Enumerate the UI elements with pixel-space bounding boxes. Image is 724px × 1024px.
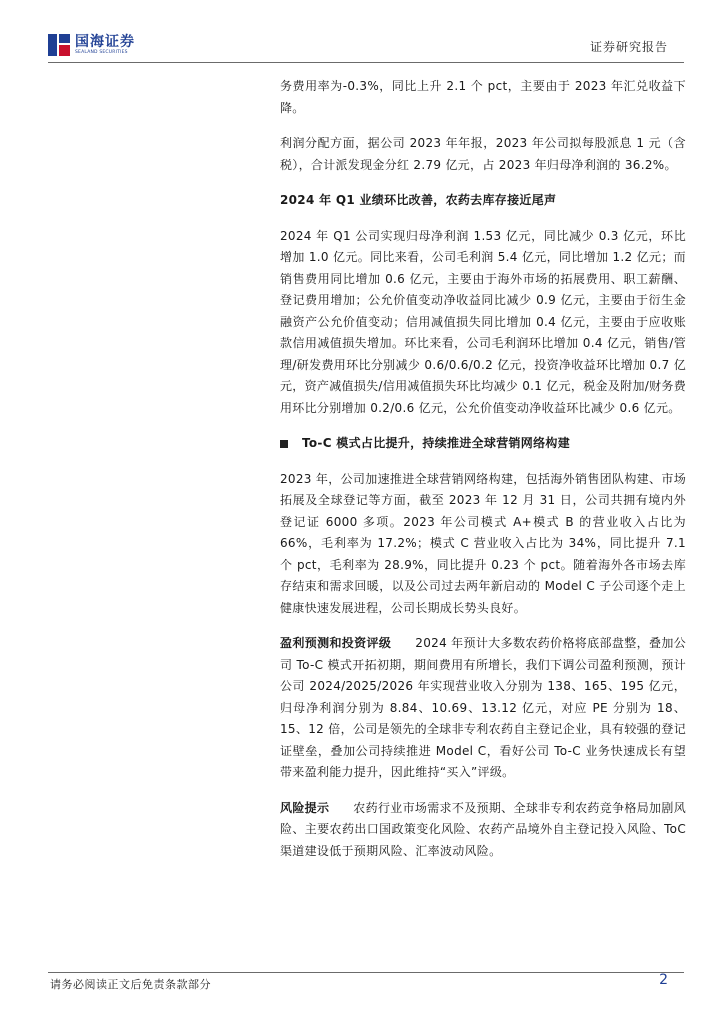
- footer-disclaimer: 请务必阅读正文后免责条款部分: [50, 978, 211, 991]
- page-number: 2: [659, 972, 668, 988]
- logo-mark-icon: [48, 34, 70, 56]
- report-body: [280, 76, 686, 862]
- square-bullet-icon: [280, 440, 288, 448]
- company-logo: [48, 30, 135, 60]
- page-header: [48, 26, 684, 62]
- paragraph-q1-results: 2024 年 Q1 公司实现归母净利润 1.53 亿元，同比减少 0.3 亿元，环比增加 1.0 亿元。同比来看，公司毛利润 5.4 亿元，同比增加 1.2 亿元；而销售费用同比增加 0.6 亿元，主要由于海外市场的拓展费用、职工薪酬、登记费用增加；公允价值变动净收益同比减少 0.9 亿元，主要由于衍生金融资产公允价值变动；信用减值损失同比增加 0.4 亿元，主要由于应收账款信用减值损失增加。环比来看，公司毛利润环比增加 0.4 亿元，销售/管理/研发费用环比分别减少 0.6/0.6/0.2 亿元，投资净收益环比增加 0.7 亿元，资产减值损失/信用减值损失环比均减少 0.1 亿元，税金及附加/财务费用环比分别增加 0.2/0.6 亿元，公允价值变动净收益环比减少 0.6 亿元。: [280, 228, 686, 415]
- section-heading-q1: 2024 年 Q1 业绩环比改善，农药去库存接近尾声: [280, 193, 557, 207]
- risk-text: 农药行业市场需求不及预期、全球非专利农药竞争格局加剧风险、主要农药出口国政策变化风险、农药产品境外自主登记投入风险、ToC 渠道建设低于预期风险、汇率波动风险。: [280, 800, 686, 858]
- section-heading-toc: [280, 433, 686, 455]
- report-type-label: 证券研究报告: [589, 40, 668, 54]
- forecast-label: 盈利预测和投资评级: [280, 636, 392, 650]
- header-divider: [48, 62, 684, 63]
- paragraph-forecast: [280, 633, 686, 784]
- paragraph-dividend: 利润分配方面，据公司 2023 年年报，2023 年公司拟每股派息 1 元（含税），合计派发现金分红 2.79 亿元，占 2023 年归母净利润的 36.2%。: [280, 136, 686, 172]
- paragraph-risk: [280, 798, 686, 863]
- section-heading-toc-text: To-C 模式占比提升，持续推进全球营销网络构建: [302, 436, 571, 450]
- risk-label: 风险提示: [280, 800, 330, 815]
- forecast-text: 2024 年预计大多数农药价格将底部盘整，叠加公司 To-C 模式开拓初期，期间费用有所增长，我们下调公司盈利预测，预计公司 2024/2025/2026 年实现营业收入分别为 138、165、195 亿元，归母净利润分别为 8.84、10.69、13.12 亿元，对应 PE 分别为 18、15、12 倍，公司是领先的全球非专利农药自主登记企业，具有较强的登记证壁垒，叠加公司持续推进 Model C，看好公司 To-C 业务快速成长有望带来盈利能力提升，因此维持“买入”评级。: [280, 636, 686, 779]
- paragraph-global-network: 2023 年，公司加速推进全球营销网络构建，包括海外销售团队构建、市场拓展及全球登记等方面，截至 2023 年 12 月 31 日，公司共拥有境内外登记证 6000 多项。2023 年公司模式 A+模式 B 的营业收入占比为 66%，毛利率为 17.2%；模式 C 营业收入占比为 34%，同比提升 7.1 个 pct，毛利率为 28.9%，同比提升 0.23 个 pct。随着海外各市场去库存结束和需求回暖，以及公司过去两年新启动的 Model C 子公司逐个走上健康快速发展进程，公司长期成长势头良好。: [280, 471, 686, 615]
- footer-divider: [48, 972, 684, 973]
- logo-name-cn: 国海证券: [75, 34, 135, 50]
- logo-name-en: SEALAND SECURITIES: [75, 50, 128, 55]
- paragraph-fee-rate: 务费用率为-0.3%，同比上升 2.1 个 pct，主要由于 2023 年汇兑收益下降。: [280, 79, 686, 115]
